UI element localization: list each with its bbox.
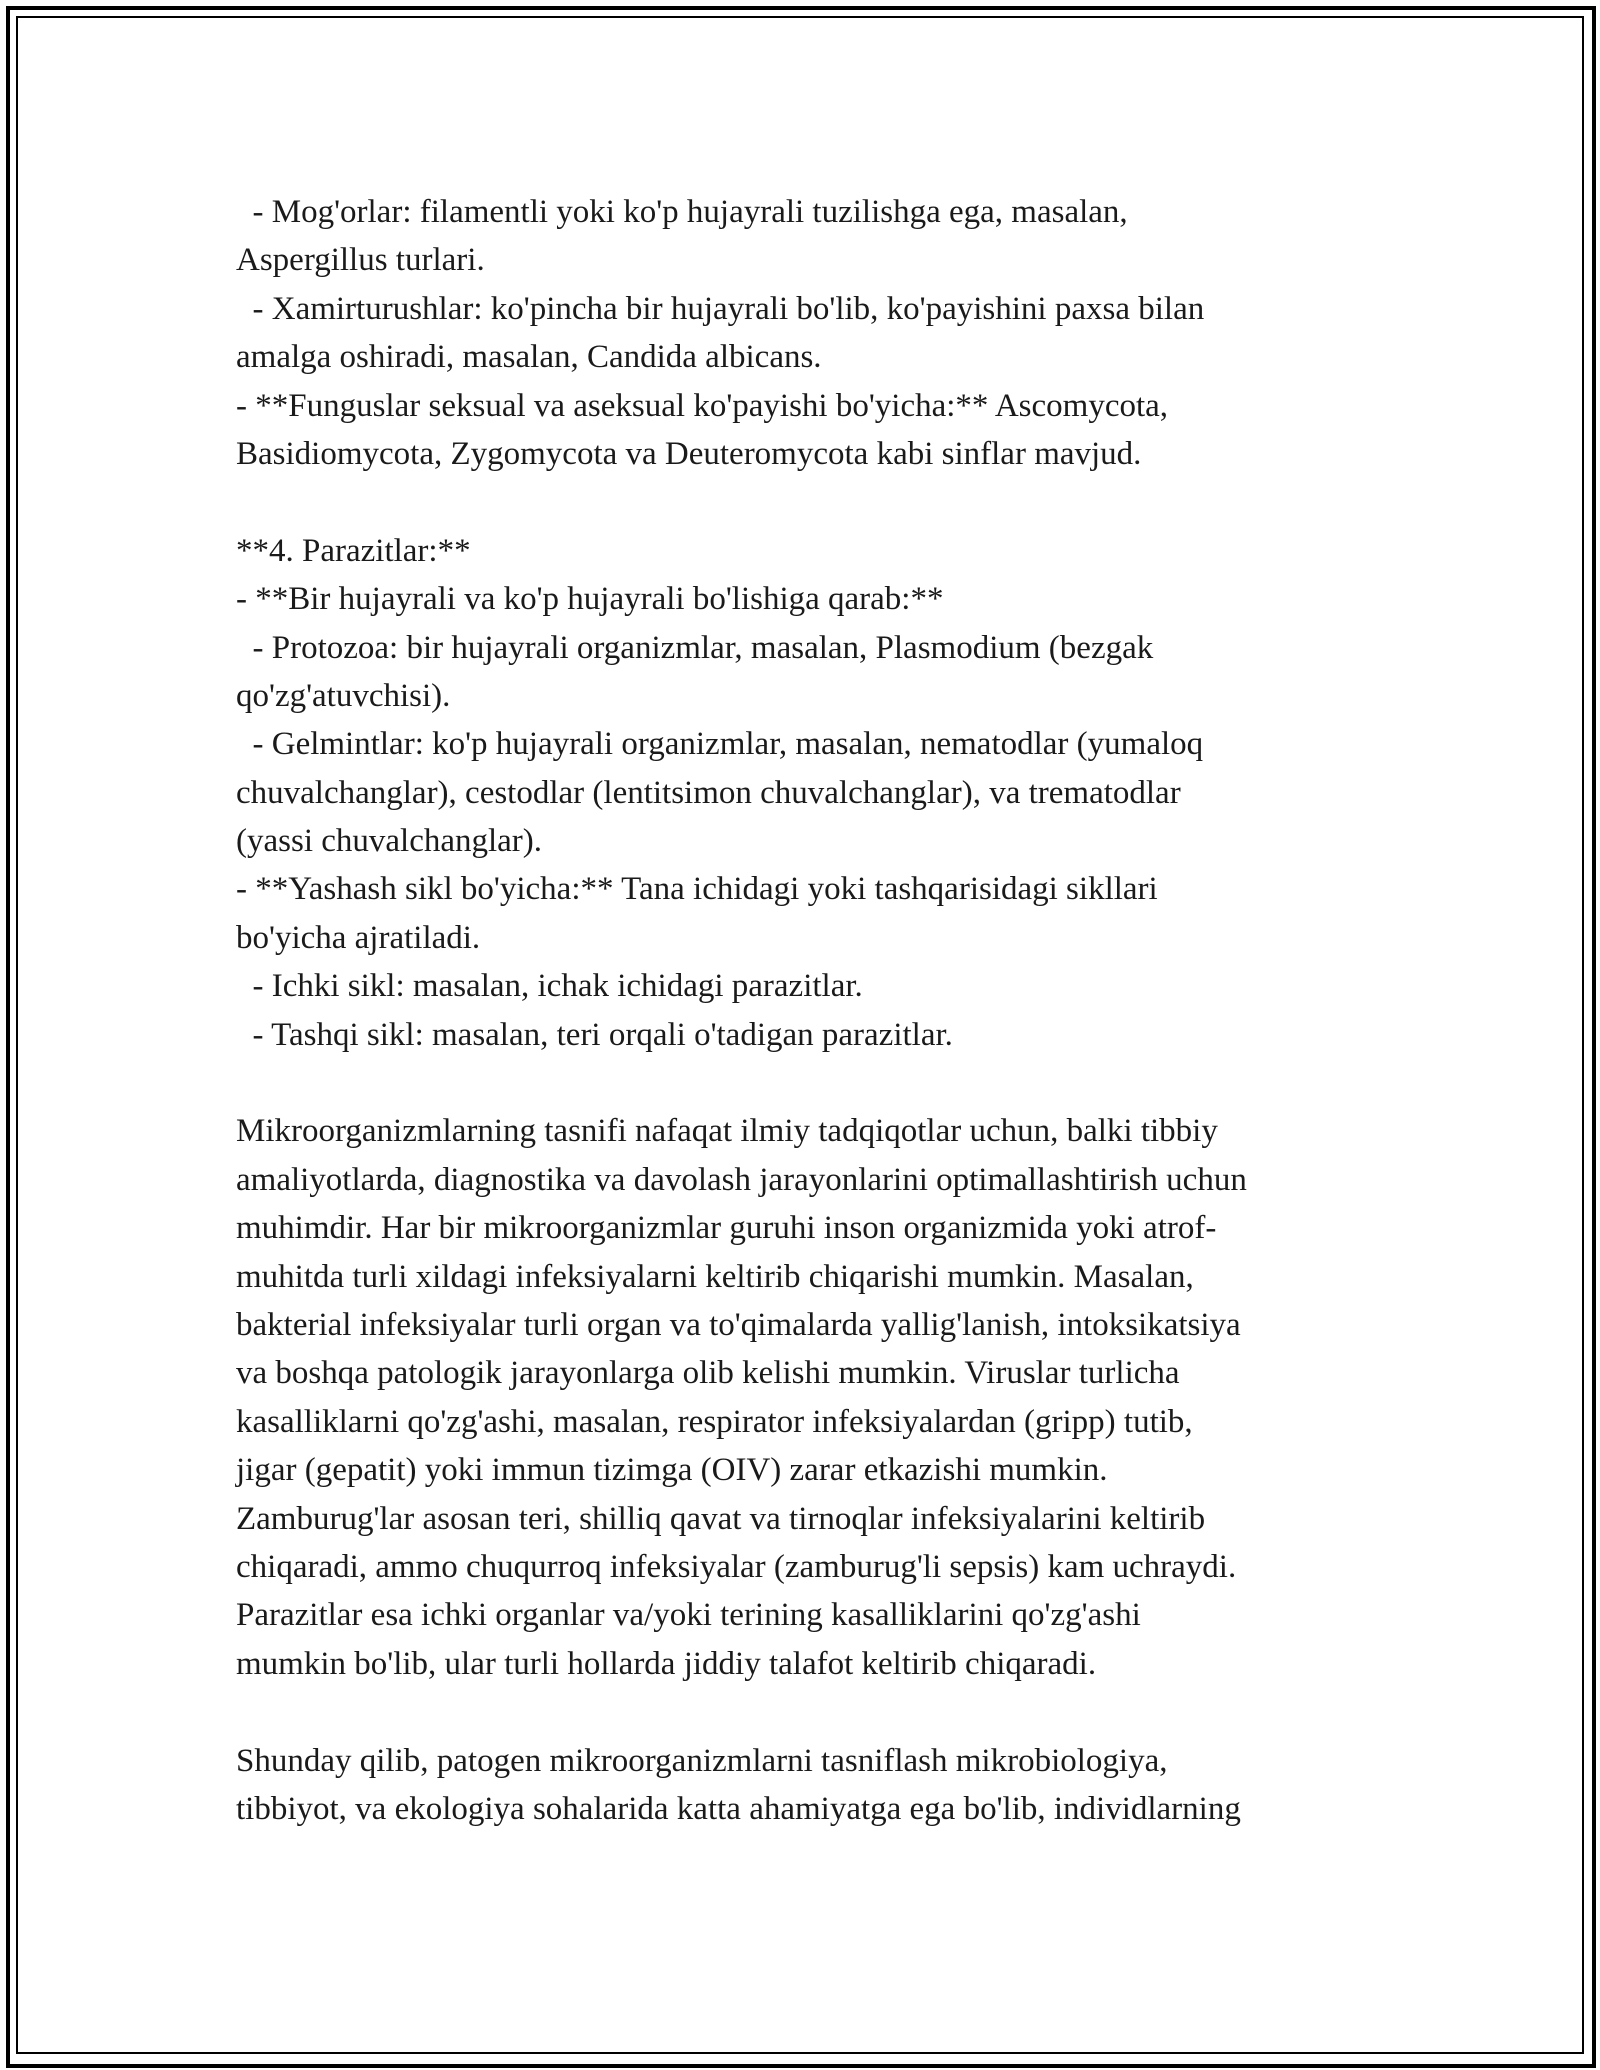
text-line: qo'zg'atuvchisi).	[236, 677, 451, 714]
text-line: amalga oshiradi, masalan, Candida albicans.	[236, 339, 822, 376]
text-line: Aspergillus turlari.	[236, 242, 485, 279]
text-line: bo'yicha ajratiladi.	[236, 919, 481, 956]
text-line: kasalliklarni qo'zg'ashi, masalan, respirator infeksiyalardan (gripp) tutib,	[236, 1403, 1193, 1440]
text-line: - **Bir hujayrali va ko'p hujayrali bo'lishiga qarab:**	[236, 581, 944, 618]
text-line: Shunday qilib, patogen mikroorganizmlarni tasniflash mikrobiologiya,	[236, 1742, 1168, 1779]
text-line: Basidiomycota, Zygomycota va Deuteromycota kabi sinflar mavjud.	[236, 435, 1142, 472]
text-line: - Xamirturushlar: ko'pincha bir hujayrali bo'lib, ko'payishini paxsa bilan	[236, 290, 1205, 327]
document-body	[236, 188, 1376, 1833]
text-line: - Tashqi sikl: masalan, teri orqali o'tadigan parazitlar.	[236, 1016, 953, 1053]
text-line: - Protozoa: bir hujayrali organizmlar, masalan, Plasmodium (bezgak	[236, 629, 1154, 666]
text-line: (yassi chuvalchanglar).	[236, 823, 543, 860]
text-line: bakterial infeksiyalar turli organ va to'qimalarda yallig'lanish, intoksikatsiya	[236, 1306, 1241, 1343]
text-line: tibbiyot, va ekologiya sohalarida katta ahamiyatga ega bo'lib, individlarning	[236, 1790, 1241, 1827]
text-line: Parazitlar esa ichki organlar va/yoki terining kasalliklarini qo'zg'ashi	[236, 1597, 1141, 1634]
text-line: mumkin bo'lib, ular turli hollarda jiddiy talafot keltirib chiqaradi.	[236, 1645, 1097, 1682]
blank-line	[236, 1688, 1376, 1736]
text-line: chuvalchanglar), cestodlar (lentitsimon chuvalchanglar), va trematodlar	[236, 774, 1181, 811]
text-line: **4. Parazitlar:**	[236, 532, 471, 569]
text-line: jigar (gepatit) yoki immun tizimga (OIV) zarar etkazishi mumkin.	[236, 1452, 1108, 1489]
text-line: - Ichki sikl: masalan, ichak ichidagi parazitlar.	[236, 968, 863, 1005]
text-line: chiqaradi, ammo chuqurroq infeksiyalar (zamburug'li sepsis) kam uchraydi.	[236, 1548, 1237, 1585]
text-line: muhitda turli xildagi infeksiyalarni keltirib chiqarishi mumkin. Masalan,	[236, 1258, 1194, 1295]
text-line: - Mog'orlar: filamentli yoki ko'p hujayrali tuzilishga ega, masalan,	[236, 194, 1128, 230]
text-line: - **Funguslar seksual va aseksual ko'payishi bo'yicha:** Ascomycota,	[236, 387, 1169, 424]
text-line: va boshqa patologik jarayonlarga olib kelishi mumkin. Viruslar turlicha	[236, 1355, 1180, 1392]
blank-line	[236, 478, 1376, 526]
text-line: - Gelmintlar: ko'p hujayrali organizmlar, masalan, nematodlar (yumaloq	[236, 726, 1204, 763]
text-line: Zamburug'lar asosan teri, shilliq qavat va tirnoqlar infeksiyalarini keltirib	[236, 1500, 1206, 1537]
text-line: Mikroorganizmlarning tasnifi nafaqat ilmiy tadqiqotlar uchun, balki tibbiy	[236, 1113, 1218, 1150]
text-line: muhimdir. Har bir mikroorganizmlar guruhi inson organizmida yoki atrof-	[236, 1210, 1217, 1247]
blank-line	[236, 1059, 1376, 1107]
text-line: - **Yashash sikl bo'yicha:** Tana ichidagi yoki tashqarisidagi sikllari	[236, 871, 1158, 908]
text-line: amaliyotlarda, diagnostika va davolash jarayonlarini optimallashtirish uchun	[236, 1161, 1247, 1198]
